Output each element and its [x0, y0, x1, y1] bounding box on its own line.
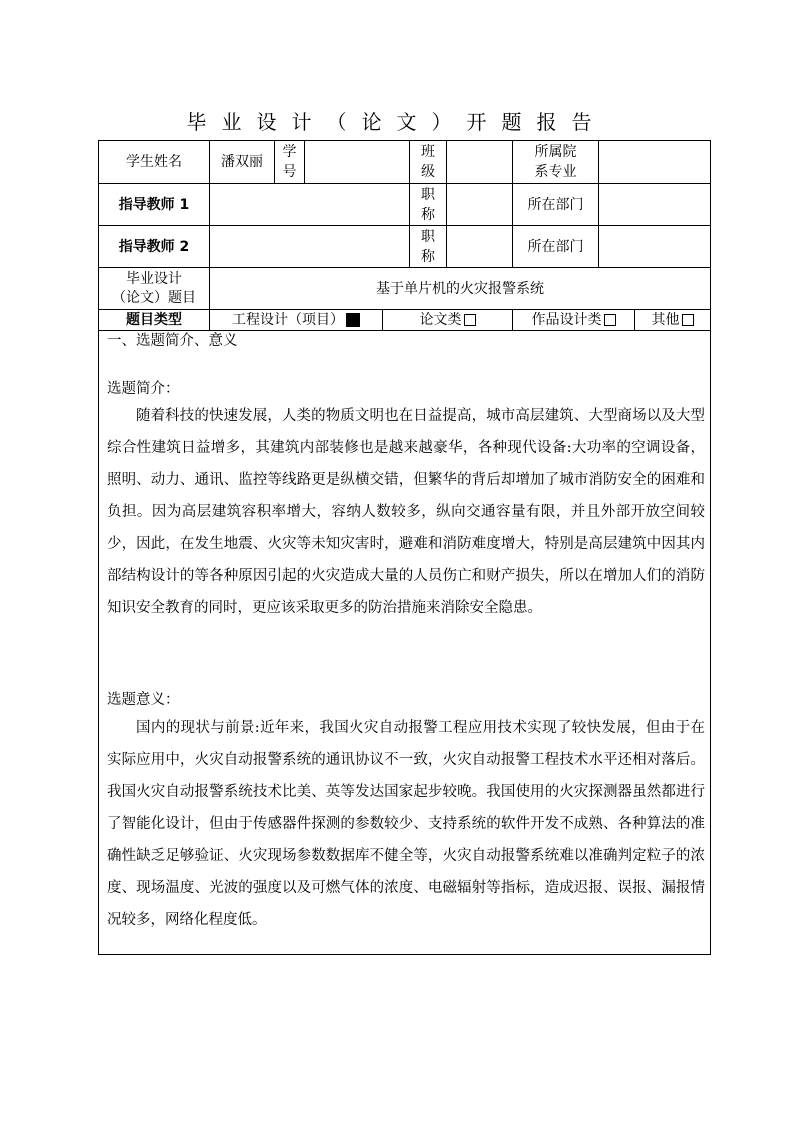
advisor2-title-label: 职 称	[421, 228, 435, 265]
significance-paragraph: 国内的现状与前景:近年来，我国火灾自动报警工程应用技术实现了较快发展，但由于在实际应用中，火灾自动报警系统的通讯协议不一致，火灾自动报警工程技术水平还相对落后。我国火灾自动报警系统技术比美、英等发达国家起步较晚。我国使用的火灾探测器虽然都进行了智能化设计，但由于传感器件探测的参数较少、支持系统的软件开发不成熟、各种算法的准确性缺乏足够验证、火灾现场参数数据库不健全等，火灾自动报警系统难以准确判定粒子的浓度、现场温度、光波的强度以及可燃气体的浓度、电磁辐射等指标，造成迟报、误报、漏报情况较多，网络化程度低。	[107, 720, 705, 928]
advisor1-department-value[interactable]	[599, 184, 710, 225]
document-title: 毕业设计（论文）开题报告	[186, 110, 607, 134]
checked-box-icon	[346, 313, 360, 327]
class-value[interactable]	[447, 141, 512, 183]
advisor1-label: 指导教师 1	[118, 196, 190, 213]
topic-value: 基于单片机的火灾报警系统	[376, 280, 544, 297]
intro-heading: 选题简介：	[107, 381, 180, 397]
advisor1-title-value[interactable]	[447, 184, 512, 225]
significance-heading: 选题意义：	[107, 692, 180, 708]
unchecked-box-icon	[682, 314, 694, 326]
student-id-label: 学 号	[282, 144, 297, 180]
advisor2-label: 指导教师 2	[118, 238, 190, 255]
type-option-engineering[interactable]: 工程设计（项目）	[210, 310, 382, 330]
student-name-value: 潘双丽	[221, 154, 263, 170]
advisor1-title-label: 职 称	[421, 186, 435, 223]
section-heading: 一、选题简介、意义	[107, 333, 238, 349]
topic-type-label: 题目类型	[126, 312, 182, 328]
advisor1-department-label: 所在部门	[527, 196, 584, 213]
department-major-label: 所属院 系专业	[534, 144, 577, 180]
type-option-design-work[interactable]: 作品设计类	[513, 310, 634, 330]
department-major-value[interactable]	[599, 141, 710, 183]
topic-label: 毕业设计 （论文）题目	[112, 270, 196, 306]
unchecked-box-icon	[464, 314, 476, 326]
advisor2-value[interactable]	[210, 226, 409, 267]
student-id-value[interactable]	[305, 141, 409, 183]
advisor1-value[interactable]	[210, 184, 409, 225]
advisor2-title-value[interactable]	[447, 226, 512, 267]
unchecked-box-icon	[604, 314, 616, 326]
advisor2-department-value[interactable]	[599, 226, 710, 267]
student-name-label: 学生姓名	[126, 154, 182, 170]
type-option-thesis[interactable]: 论文类	[383, 310, 512, 330]
type-option-other[interactable]: 其他	[635, 310, 710, 330]
class-label: 班 级	[421, 144, 435, 180]
advisor2-department-label: 所在部门	[527, 238, 584, 255]
intro-paragraph: 随着科技的快速发展，人类的物质文明也在日益提高，城市高层建筑、大型商场以及大型综合性建筑日益增多，其建筑内部装修也是越来越豪华，各种现代设备:大功率的空调设备，照明、动力、通讯、监控等线路更是纵横交错，但繁华的背后却增加了城市消防安全的困难和负担。因为高层建筑容积率增大，容纳人数较多，纵向交通容量有限，并且外部开放空间较少，因此，在发生地震、火灾等未知灾害时，避难和消防难度增大，特别是高层建筑中因其内部结构设计的等各种原因引起的火灾造成大量的人员伤亡和财产损失，所以在增加人们的消防知识安全教育的同时，更应该采取更多的防治措施来消除安全隐患。	[107, 408, 705, 616]
